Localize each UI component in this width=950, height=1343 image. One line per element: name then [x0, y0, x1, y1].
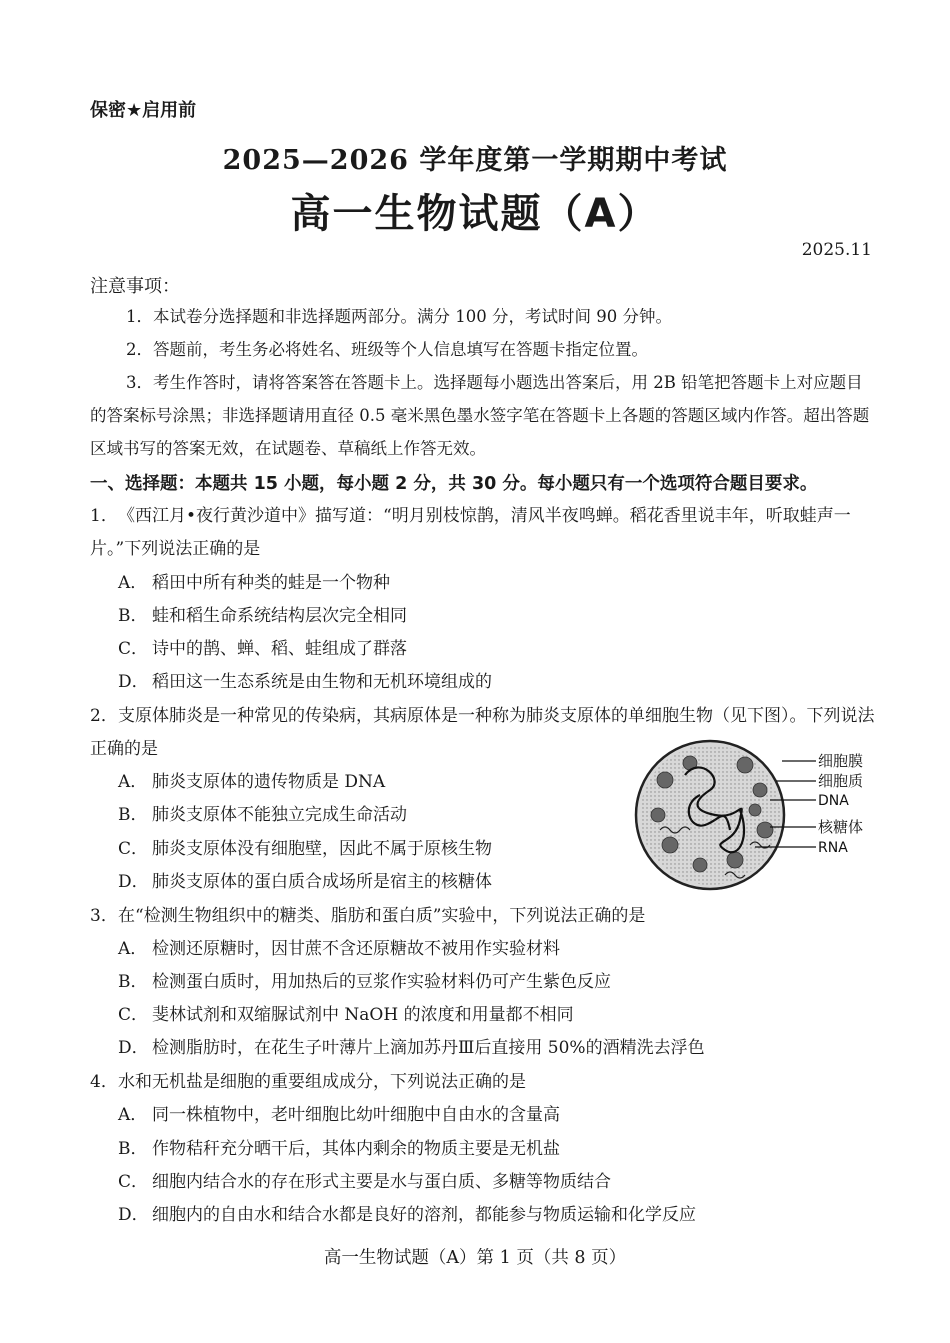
q4-option-a	[118, 1104, 560, 1126]
question-number: 2．	[90, 706, 118, 726]
option-letter: B．	[118, 606, 148, 626]
option-text: 检测还原糖时，因甘蔗不含还原糖故不被用作实验材料	[152, 939, 560, 959]
q1-option-d	[118, 671, 492, 693]
option-text: 肺炎支原体不能独立完成生命活动	[152, 805, 407, 825]
section-title: 一、选择题：本题共 15 小题，每小题 2 分，共 30 分。每小题只有一个选项符合题目要求。	[90, 474, 818, 494]
option-text: 作物秸秆充分晒干后，其体内剩余的物质主要是无机盐	[152, 1139, 560, 1159]
exam-date: 2025.11	[801, 240, 872, 260]
option-letter: A．	[118, 1105, 148, 1125]
option-text: 稻田这一生态系统是由生物和无机环境组成的	[152, 672, 492, 692]
question-1	[90, 500, 875, 566]
q3-option-c	[118, 1004, 574, 1026]
option-letter: D．	[118, 1038, 149, 1058]
option-text: 肺炎支原体的遗传物质是 DNA	[152, 772, 386, 792]
option-letter: A．	[118, 772, 148, 792]
label-ribosome: 核糖体	[818, 818, 864, 836]
option-text: 同一株植物中，老叶细胞比幼叶细胞中自由水的含量高	[152, 1105, 560, 1125]
question-number: 1．	[90, 506, 118, 526]
option-letter: C．	[118, 839, 149, 859]
page-footer: 高一生物试题（A）第 1 页（共 8 页）	[323, 1248, 627, 1268]
exam-title: 2025—2026 学年度第一学期期中考试	[222, 145, 728, 176]
option-letter: A．	[118, 573, 148, 593]
option-text: 稻田中所有种类的蛙是一个物种	[152, 573, 390, 593]
question-stem: 支原体肺炎是一种常见的传染病，其病原体是一种称为肺炎支原体的单细胞生物（见下图）。下列说法正确的是	[90, 706, 875, 759]
question-number: 3．	[90, 906, 118, 926]
question-stem: 水和无机盐是细胞的重要组成成分，下列说法正确的是	[118, 1072, 526, 1092]
q1-option-a	[118, 572, 390, 594]
option-letter: A．	[118, 939, 148, 959]
option-text: 诗中的鹊、蝉、稻、蛙组成了群落	[152, 639, 407, 659]
option-text: 细胞内结合水的存在形式主要是水与蛋白质、多糖等物质结合	[152, 1172, 611, 1192]
option-letter: D．	[118, 872, 149, 892]
q4-option-c	[118, 1171, 611, 1193]
notice-item-2: 2．答题前，考生务必将姓名、班级等个人信息填写在答题卡指定位置。	[126, 340, 648, 359]
mycoplasma-diagram	[630, 735, 875, 895]
q4-option-b	[118, 1138, 560, 1160]
option-text: 肺炎支原体没有细胞壁，因此不属于原核生物	[152, 839, 492, 859]
question-number: 4．	[90, 1072, 118, 1092]
q2-option-c	[118, 838, 492, 860]
q3-option-b	[118, 971, 611, 993]
label-cell-membrane: 细胞膜	[818, 752, 864, 770]
notice-heading: 注意事项：	[90, 276, 180, 297]
option-letter: D．	[118, 1205, 149, 1225]
option-text: 检测脂肪时，在花生子叶薄片上滴加苏丹Ⅲ后直接用 50%的酒精洗去浮色	[152, 1038, 705, 1058]
option-text: 检测蛋白质时，用加热后的豆浆作实验材料仍可产生紫色反应	[152, 972, 611, 992]
q3-option-d	[118, 1037, 705, 1059]
option-text: 斐林试剂和双缩脲试剂中 NaOH 的浓度和用量都不相同	[152, 1005, 574, 1025]
label-cytoplasm: 细胞质	[818, 772, 864, 790]
option-letter: B．	[118, 805, 148, 825]
option-letter: D．	[118, 672, 149, 692]
subject-title: 高一生物试题（A）	[290, 191, 660, 237]
q3-option-a	[118, 938, 560, 960]
option-letter: B．	[118, 972, 148, 992]
q1-option-b	[118, 605, 407, 627]
option-text: 细胞内的自由水和结合水都是良好的溶剂，都能参与物质运输和化学反应	[152, 1205, 696, 1225]
q2-option-b	[118, 804, 407, 826]
question-3	[90, 900, 875, 933]
notice-item-1: 1．本试卷分选择题和非选择题两部分。满分 100 分，考试时间 90 分钟。	[126, 307, 672, 326]
option-letter: C．	[118, 1172, 149, 1192]
question-4	[90, 1066, 875, 1099]
option-letter: C．	[118, 639, 149, 659]
q1-option-c	[118, 638, 407, 660]
option-text: 肺炎支原体的蛋白质合成场所是宿主的核糖体	[152, 872, 492, 892]
notice-item-3: 3．考生作答时，请将答案答在答题卡上。选择题每小题选出答案后，用 2B 铅笔把答题卡上对应题目的答案标号涂黑；非选择题请用直径 0.5 毫米黑色墨水签字笔在答题卡上各题的答题区域内作答。超出答题区域书写的答案无效，在试题卷、草稿纸上作答无效。	[90, 373, 870, 458]
label-dna: DNA	[818, 793, 849, 809]
q2-option-d	[118, 871, 492, 893]
option-letter: B．	[118, 1139, 148, 1159]
q4-option-d	[118, 1204, 696, 1226]
question-stem: 在“检测生物组织中的糖类、脂肪和蛋白质”实验中，下列说法正确的是	[118, 906, 646, 926]
question-stem: 《西江月•夜行黄沙道中》描写道：“明月别枝惊鹊，清风半夜鸣蝉。稻花香里说丰年，听取蛙声一片。”下列说法正确的是	[90, 506, 851, 559]
label-rna: RNA	[818, 840, 848, 856]
option-letter: C．	[118, 1005, 149, 1025]
option-text: 蛙和稻生命系统结构层次完全相同	[152, 606, 407, 626]
confidential-mark: 保密★启用前	[90, 100, 197, 121]
q2-option-a	[118, 771, 385, 793]
